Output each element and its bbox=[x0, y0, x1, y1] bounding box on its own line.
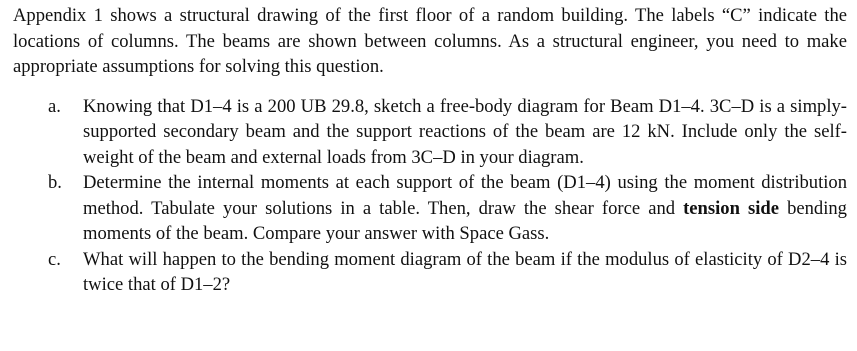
question-text-c: What will happen to the bending moment diagram of the beam if the modulus of elasticity of D2–4 is twice that of D1–2? bbox=[83, 248, 847, 295]
question-text-b-bold: tension side bbox=[683, 197, 779, 219]
question-marker-c: c. bbox=[48, 248, 61, 270]
question-text-b bbox=[83, 172, 847, 244]
question-list bbox=[13, 94, 847, 298]
question-item-c bbox=[13, 247, 847, 298]
question-item-a bbox=[13, 94, 847, 171]
question-document bbox=[13, 3, 847, 298]
question-item-b bbox=[13, 170, 847, 247]
question-text-b-part1: Determine the internal moments at each support of the beam (D1–4) using the moment distribution method. Tabulate your solutions in a table. Then, draw the shear force and bbox=[83, 172, 847, 219]
question-marker-a: a. bbox=[48, 95, 61, 117]
question-text-a: Knowing that D1–4 is a 200 UB 29.8, sketch a free-body diagram for Beam D1–4. 3C–D is a simply-supported secondary beam and the support reactions of the beam are 12 kN. Include only the self-weight of the beam and external loads from 3C–D in your diagram. bbox=[83, 95, 847, 168]
question-marker-b: b. bbox=[48, 172, 62, 193]
intro-paragraph: Appendix 1 shows a structural drawing of the first floor of a random building. The labels “C” indicate the locations of columns. The beams are shown between columns. As a structural engineer, you need to make appropriate assumptions for solving this question. bbox=[13, 5, 847, 77]
question-text-b-part2: bending moments of the beam. Compare your answer with Space Gass. bbox=[83, 197, 847, 244]
